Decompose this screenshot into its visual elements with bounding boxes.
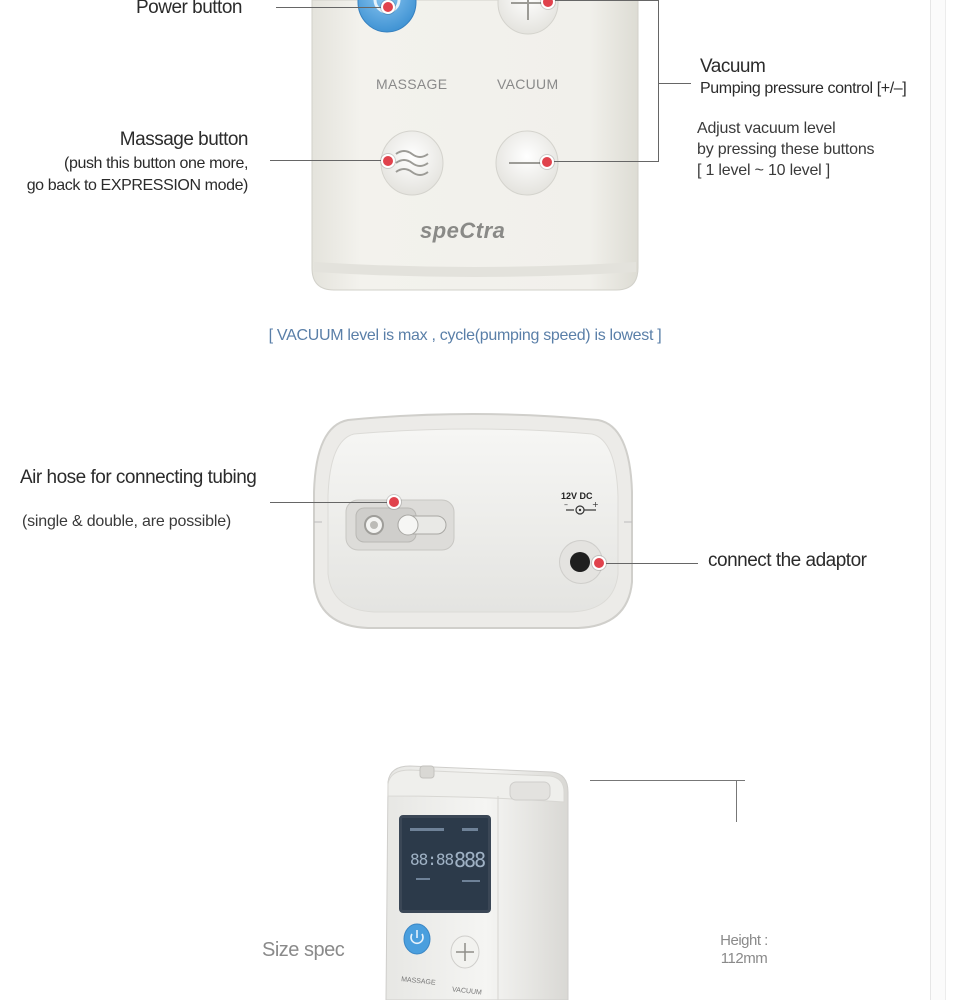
height-value: 112mm	[720, 950, 768, 967]
massage-callout-line1: (push this button one more,	[64, 155, 248, 172]
massage-callout-title: Massage button	[119, 129, 248, 150]
plus-icon	[450, 935, 480, 969]
air-hose-title: Air hose for connecting tubing	[20, 467, 257, 488]
lcd-digits-right: 888	[454, 848, 485, 872]
dc-label: 12V DC	[561, 491, 593, 501]
vacuum-callout	[700, 56, 906, 100]
vacuum-callout-title: Vacuum	[700, 56, 766, 77]
side-vacuum-label: VACUUM	[451, 986, 483, 997]
minus-callout-dot	[540, 155, 554, 169]
vacuum-desc-line1: Adjust vacuum level	[697, 120, 836, 137]
height-title: Height :	[720, 932, 768, 949]
air-hose-subtitle: (single & double, are possible)	[22, 513, 232, 530]
massage-callout-line2: go back to EXPRESSION mode)	[26, 177, 248, 194]
vacuum-bracket-line	[658, 0, 659, 162]
brand-logo: speCtra	[420, 218, 506, 243]
air-hose-callout-dot	[387, 495, 401, 509]
height-top-line	[590, 780, 745, 781]
massage-device-label: MASSAGE	[376, 76, 448, 92]
height-label	[714, 932, 774, 968]
adaptor-leader-line	[606, 563, 698, 564]
air-hose-leader-line	[270, 502, 387, 503]
minus-leader-line	[554, 161, 658, 162]
device-front-illustration	[300, 0, 650, 300]
adaptor-label: connect the adaptor	[708, 550, 867, 571]
vacuum-caption: [ VACUUM level is max , cycle(pumping speed) is lowest ]	[268, 327, 662, 344]
vacuum-device-label: VACUUM	[497, 76, 559, 92]
side-plus-button[interactable]	[450, 935, 480, 969]
massage-callout-dot	[381, 154, 395, 168]
lcd-screen	[399, 815, 491, 913]
lcd-digits-left: 88:88	[410, 850, 454, 869]
vacuum-desc-line3: [ 1 level ~ 10 level ]	[697, 162, 831, 179]
power-leader-line	[276, 7, 381, 8]
power-icon	[403, 923, 431, 955]
side-massage-label: MASSAGE	[400, 976, 436, 987]
device-top-illustration	[308, 412, 638, 636]
size-spec-label: Size spec	[262, 939, 345, 961]
massage-leader-line	[270, 160, 381, 161]
power-button-label: Power button	[136, 0, 242, 18]
power-callout-dot	[381, 0, 395, 14]
vacuum-title-leader	[658, 83, 691, 84]
svg-text:+: +	[592, 500, 599, 509]
side-power-button[interactable]	[403, 923, 431, 955]
massage-callout	[0, 129, 248, 197]
adaptor-callout-dot	[592, 556, 606, 570]
vacuum-description	[697, 118, 874, 181]
vacuum-desc-line2: by pressing these buttons	[697, 141, 875, 158]
svg-text:–: –	[564, 500, 568, 509]
height-dimension-line	[736, 780, 737, 822]
vacuum-callout-subtitle: Pumping pressure control [+/–]	[700, 80, 907, 97]
scrollbar[interactable]	[930, 0, 946, 1000]
plus-leader-line	[555, 0, 658, 1]
